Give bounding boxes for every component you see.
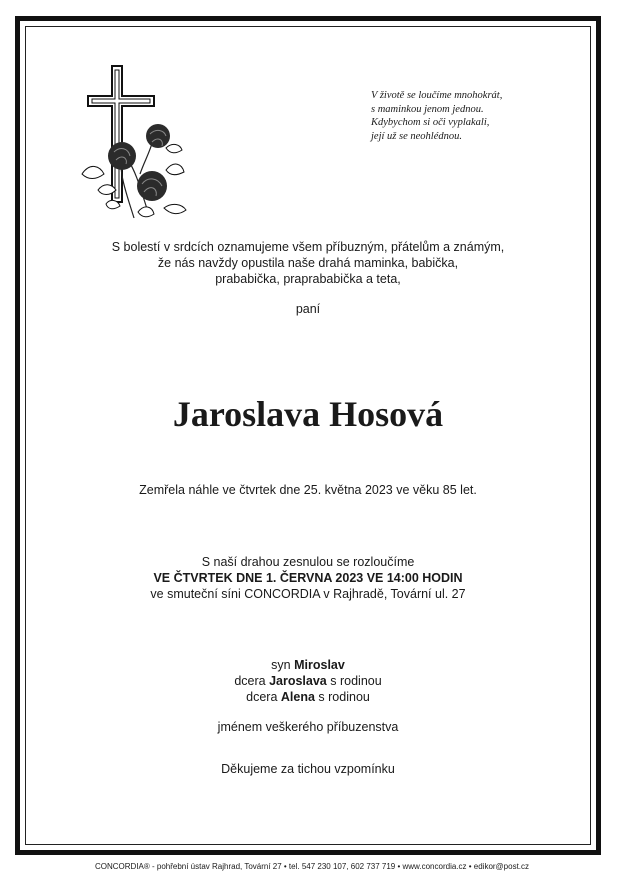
intro-line: že nás navždy opustila naše drahá maminka, babička, xyxy=(157,256,459,270)
poem-line: s maminkou jenom jednou. xyxy=(371,103,484,115)
intro-line: S bolestí v srdcích oznamujeme všem příbuzným, přátelům a známým, xyxy=(111,240,505,254)
funeral-info xyxy=(25,554,591,602)
cross-with-roses-icon xyxy=(78,62,190,224)
announcement-intro xyxy=(25,239,591,287)
deceased-name: Jaroslava Hosová xyxy=(172,394,444,434)
funeral-date-time: VE ČTVRTEK DNE 1. ČERVNA 2023 VE 14:00 HODIN xyxy=(153,571,463,585)
family-member xyxy=(25,657,591,673)
memorial-poem xyxy=(371,89,571,143)
family-relation: dcera xyxy=(234,674,266,688)
funeral-location: ve smuteční síni CONCORDIA v Rajhradě, Tovární ul. 27 xyxy=(150,587,466,601)
family-member xyxy=(25,689,591,705)
family-name: Alena xyxy=(280,690,315,704)
poem-line: V životě se loučíme mnohokrát, xyxy=(371,90,503,101)
funeral-line-1: S naší drahou zesnulou se rozloučíme xyxy=(201,555,415,569)
family-relation: syn xyxy=(271,658,291,672)
thanks-line: Děkujeme za tichou vzpomínku xyxy=(221,762,395,776)
poem-line: Kdybychom si oči vyplakali, xyxy=(371,117,490,128)
family-list xyxy=(25,657,591,705)
funeral-home-footer: CONCORDIA® - pohřební ústav Rajhrad, Tovární 27 • tel. 547 230 107, 602 737 719 • www.concordia.cz • edikor@post.cz xyxy=(94,862,530,871)
family-suffix: s rodinou xyxy=(330,674,382,688)
family-name: Jaroslava xyxy=(269,674,327,688)
honorific-title: paní xyxy=(295,302,321,316)
poem-line: její už se neohlédnou. xyxy=(371,130,462,142)
family-relation: dcera xyxy=(246,690,278,704)
intro-line: prababička, praprababička a teta, xyxy=(215,272,401,286)
death-notice: Zemřela náhle ve čtvrtek dne 25. května 2023 ve věku 85 let. xyxy=(139,483,477,497)
on-behalf-of-relatives: jménem veškerého příbuzenstva xyxy=(217,720,399,734)
family-suffix: s rodinou xyxy=(318,690,370,704)
family-member xyxy=(25,673,591,689)
family-name: Miroslav xyxy=(294,658,345,672)
